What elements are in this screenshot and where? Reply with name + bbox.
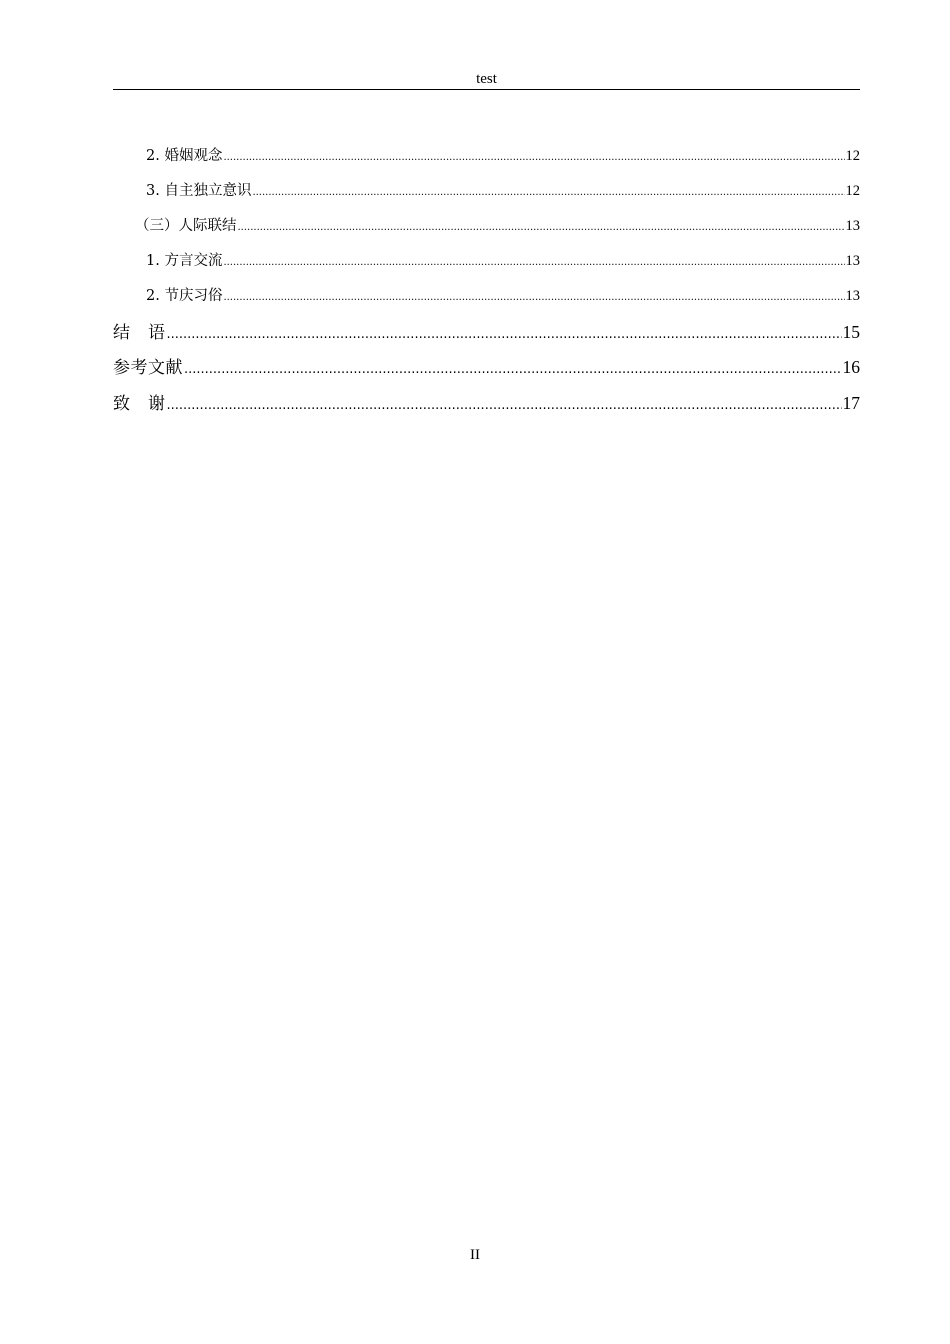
toc-entry[interactable] <box>113 249 860 270</box>
toc-entry-label: 参考文献 <box>113 358 183 378</box>
header-title: test <box>476 71 497 87</box>
toc-entry[interactable] <box>113 284 860 305</box>
toc-entry-page: 12 <box>845 148 860 164</box>
toc-entry-label: （三）人际联结 <box>135 218 237 234</box>
toc-entry[interactable] <box>113 318 860 343</box>
toc-leader-dots <box>167 323 842 343</box>
toc-entry[interactable] <box>113 214 860 235</box>
toc-leader-dots <box>223 253 844 269</box>
page-footer <box>0 1247 950 1264</box>
toc-entry-page: 12 <box>845 183 860 199</box>
toc-entry-label: 致 谢 <box>113 394 166 414</box>
toc-entry[interactable] <box>113 389 860 414</box>
toc-entry[interactable] <box>113 179 860 200</box>
toc-entry-label: 1. 方言交流 <box>146 253 223 269</box>
toc-entry[interactable] <box>113 353 860 378</box>
toc-leader-dots <box>238 218 845 234</box>
toc-entry-page: 15 <box>842 322 860 342</box>
toc-entry-page: 13 <box>845 288 860 304</box>
page-header <box>113 68 860 90</box>
toc-entry-label: 3. 自主独立意识 <box>146 183 252 199</box>
toc-entry-page: 16 <box>842 357 860 377</box>
toc-leader-dots <box>223 148 844 164</box>
toc-entry-label: 2. 婚姻观念 <box>146 148 223 164</box>
toc-entry-label: 结 语 <box>113 323 166 343</box>
toc-entry-page: 13 <box>845 253 860 269</box>
toc-entry[interactable] <box>113 144 860 165</box>
toc-leader-dots <box>167 394 842 414</box>
page-number: II <box>470 1247 480 1263</box>
toc-leader-dots <box>184 358 842 378</box>
toc-leader-dots <box>223 288 844 304</box>
toc-leader-dots <box>252 183 844 199</box>
toc-entry-label: 2. 节庆习俗 <box>146 288 223 304</box>
toc-entry-page: 13 <box>845 218 860 234</box>
toc-entry-page: 17 <box>842 393 860 413</box>
